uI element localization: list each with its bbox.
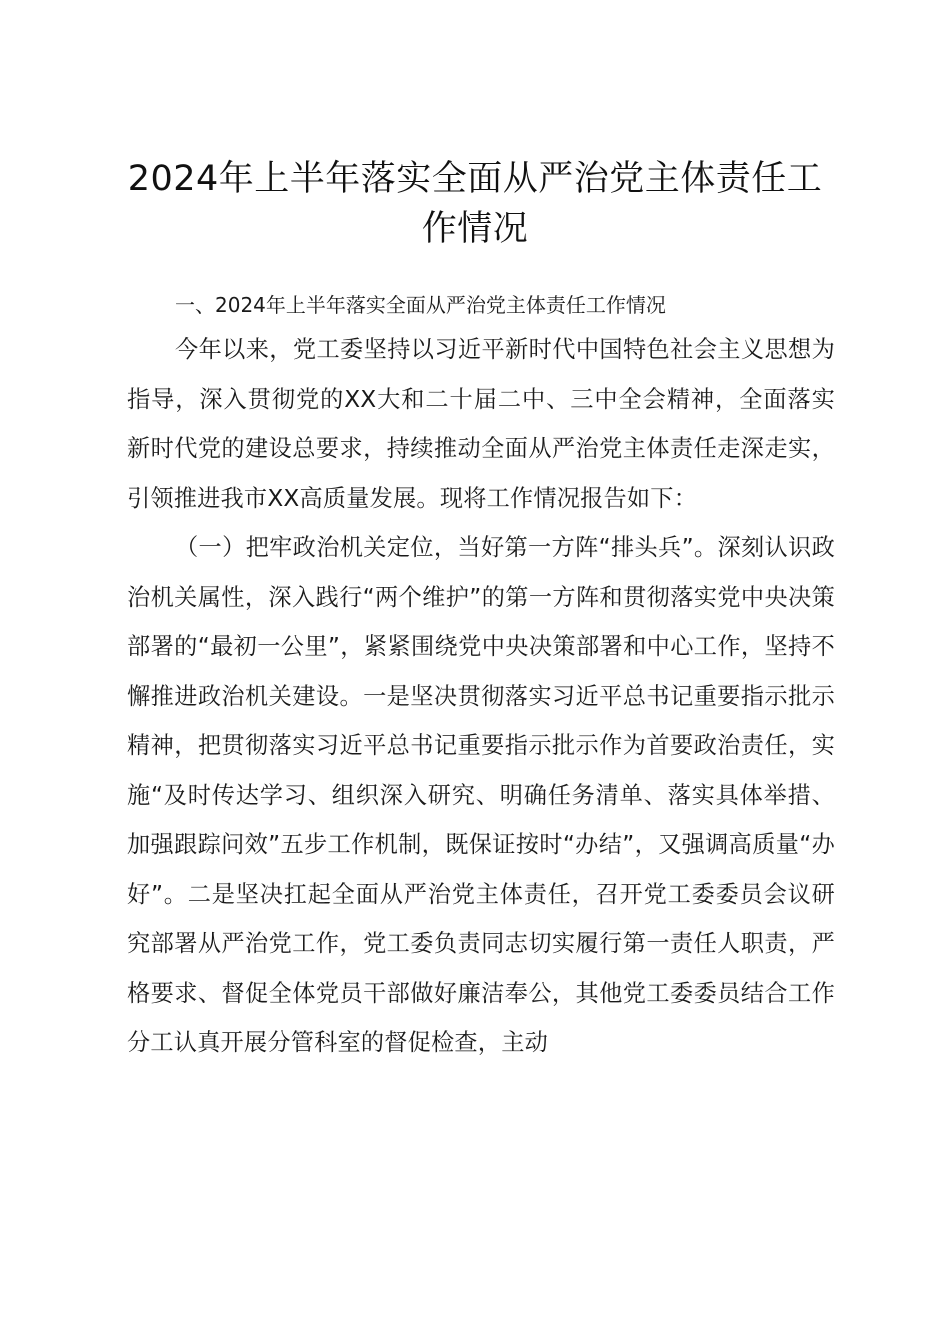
subsection-heading: （一）把牢政治机关定位，当好第一方阵“排头兵”。 xyxy=(175,534,718,561)
section-heading: 一、2024年上半年落实全面从严治党主体责任工作情况 xyxy=(175,293,666,317)
subsection-paragraph xyxy=(127,523,835,1068)
document-body xyxy=(127,285,835,1068)
intro-paragraph: 今年以来，党工委坚持以习近平新时代中国特色社会主义思想为指导，深入贯彻党的XX大和二十届二中、三中全会精神，全面落实新时代党的建设总要求，持续推动全面从严治党主体责任走深走实，引领推进我市XX高质量发展。现将工作情况报告如下： xyxy=(127,336,835,512)
subsection-body: 深刻认识政治机关属性，深入践行“两个维护”的第一方阵和贯彻落实党中央决策部署的“最初一公里”，紧紧围绕党中央决策部署和中心工作，坚持不懈推进政治机关建设。一是坚决贯彻落实习近平总书记重要指示批示精神，把贯彻落实习近平总书记重要指示批示作为首要政治责任，实施“及时传达学习、组织深入研究、明确任务清单、落实具体举措、加强跟踪问效”五步工作机制，既保证按时“办结”，又强调高质量“办好”。二是坚决扛起全面从严治党主体责任，召开党工委委员会议研究部署从严治党工作，党工委负责同志切实履行第一责任人职责，严格要求、督促全体党员干部做好廉洁奉公，其他党工委委员结合工作分工认真开展分管科室的督促检查，主动 xyxy=(127,534,836,1056)
document-title: 2024年上半年落实全面从严治党主体责任工作情况 xyxy=(127,159,823,249)
